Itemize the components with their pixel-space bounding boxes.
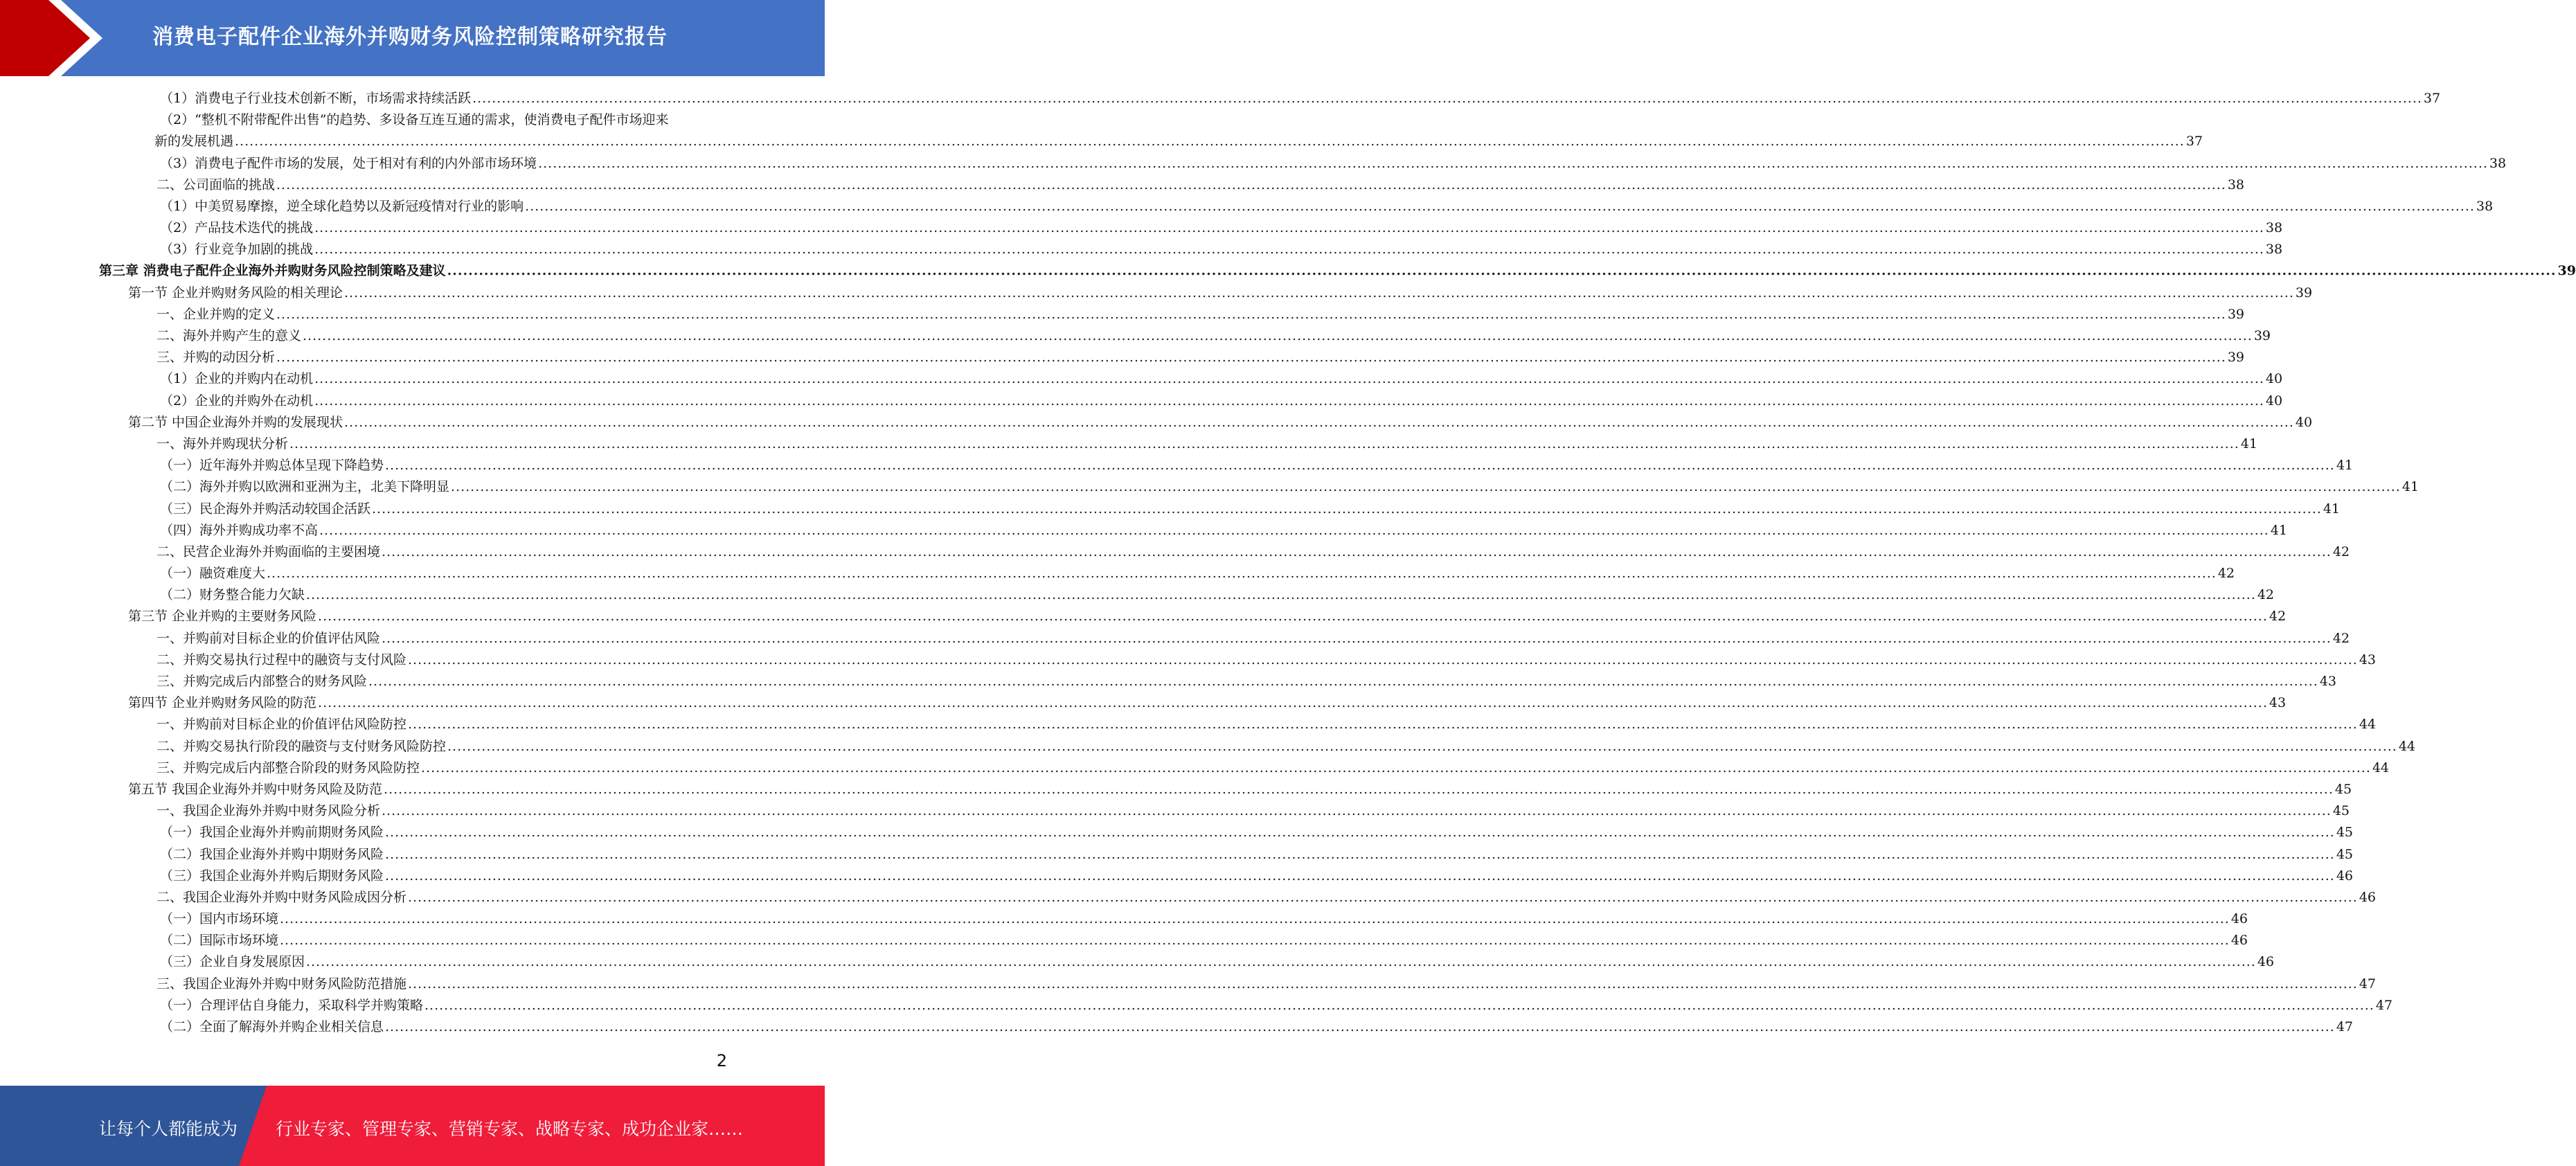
footer-slogan-right: 行业专家、管理专家、营销专家、战略专家、成功企业家…… <box>276 1119 744 1139</box>
toc-entry[interactable] <box>0 412 2313 433</box>
toc-page-number: 41 <box>2240 436 2258 451</box>
toc-entry-label: （一）国内市场环境 <box>160 911 279 927</box>
toc-entry[interactable] <box>0 628 2350 649</box>
toc-page-number: 42 <box>2217 566 2235 582</box>
toc-entry[interactable] <box>0 347 2245 368</box>
toc-leader-dots: ................................................................................................................................................................................................................................................................................................................................................................................................................ <box>318 609 2268 625</box>
toc-page-number: 44 <box>2359 717 2377 733</box>
toc-entry[interactable] <box>0 261 2576 282</box>
toc-entry[interactable] <box>0 736 2416 757</box>
toc-leader-dots: ................................................................................................................................................................................................................................................................................................................................................................................................................ <box>280 933 2230 949</box>
toc-leader-dots: ................................................................................................................................................................................................................................................................................................................................................................................................................ <box>385 458 2335 474</box>
toc-entry[interactable] <box>0 88 2441 109</box>
toc-page-number: 45 <box>2336 825 2354 841</box>
toc-entry-label: 三、并购完成后内部整合阶段的财务风险防控 <box>156 760 420 775</box>
toc-entry[interactable] <box>0 196 2494 217</box>
toc-page-number: 47 <box>2336 1019 2354 1035</box>
toc-entry-label: 二、民营企业海外并购面临的主要困境 <box>156 544 381 559</box>
toc-entry[interactable] <box>0 974 2377 995</box>
toc-page-number: 39 <box>2227 350 2245 366</box>
toc-leader-dots: ................................................................................................................................................................................................................................................................................................................................................................................................................ <box>421 760 2371 775</box>
toc-entry[interactable] <box>0 304 2245 325</box>
toc-leader-dots: ................................................................................................................................................................................................................................................................................................................................................................................................................ <box>408 976 2358 992</box>
toc-entry-label: （三）企业自身发展原因 <box>160 954 305 970</box>
toc-page-number: 39 <box>2227 306 2245 322</box>
toc-page-number: 38 <box>2476 198 2494 214</box>
toc-page-number: 42 <box>2332 630 2350 646</box>
toc-entry-label: 第一节 企业并购财务风险的相关理论 <box>128 285 343 301</box>
toc-entry-label: （四）海外并购成功率不高 <box>160 522 319 538</box>
toc-leader-dots: ................................................................................................................................................................................................................................................................................................................................................................................................................ <box>525 198 2475 214</box>
toc-entry[interactable] <box>0 433 2258 455</box>
report-title: 消费电子配件企业海外并购财务风险控制策略研究报告 <box>152 25 668 49</box>
toc-page-number: 40 <box>2295 414 2313 430</box>
toc-entry-label: （2）产品技术迭代的挑战 <box>160 220 314 236</box>
toc-page-number: 43 <box>2319 674 2337 690</box>
toc-page-number: 47 <box>2375 997 2393 1013</box>
toc-page-number: 46 <box>2359 889 2377 905</box>
toc-entry[interactable] <box>0 714 2377 735</box>
toc-entry-label: 二、公司面临的挑战 <box>156 177 276 192</box>
toc-page-number: 40 <box>2265 393 2283 409</box>
toc-entry-label: （3）消费电子配件市场的发展，处于相对有利的内外部市场环境 <box>160 155 537 171</box>
toc-page-number: 38 <box>2489 155 2507 171</box>
toc-page-number: 41 <box>2336 458 2354 474</box>
toc-page-number: 42 <box>2332 544 2350 559</box>
toc-entry-label: 一、并购前对目标企业的价值评估风险防控 <box>156 717 407 733</box>
toc-entry[interactable] <box>0 325 2271 347</box>
toc-entry-label-continued: 新的发展机遇 <box>154 134 234 150</box>
toc-entry[interactable] <box>0 282 2313 304</box>
toc-page-number: 37 <box>2185 134 2203 150</box>
toc-page-number: 44 <box>2372 760 2390 775</box>
toc-entry-label: 第三章 消费电子配件企业海外并购财务风险控制策略及建议 <box>99 263 446 279</box>
toc-entry-label: （二）我国企业海外并购中期财务风险 <box>160 846 384 862</box>
toc-page-number: 38 <box>2265 242 2283 258</box>
toc-page-number: 47 <box>2359 976 2377 992</box>
toc-page-number: 39 <box>2253 328 2271 344</box>
toc-page-number: 41 <box>2323 501 2341 517</box>
toc-entry[interactable] <box>0 952 2275 974</box>
toc-page-number: 45 <box>2336 846 2354 862</box>
toc-entry[interactable] <box>0 908 2248 930</box>
footer-slogan-left: 让每个人都能成为 <box>99 1119 238 1139</box>
toc-leader-dots: ................................................................................................................................................................................................................................................................................................................................................................................................................ <box>382 803 2332 819</box>
toc-entry-label: 三、并购完成后内部整合的财务风险 <box>156 674 368 690</box>
toc-entry-label: （三）民企海外并购活动较国企活跃 <box>160 501 371 517</box>
toc-leader-dots: ................................................................................................................................................................................................................................................................................................................................................................................................................ <box>368 674 2318 690</box>
toc-entry-label: （一）合理评估自身能力，采取科学并购策略 <box>160 997 424 1013</box>
toc-page-number: 46 <box>2230 911 2248 927</box>
toc-leader-dots: ................................................................................................................................................................................................................................................................................................................................................................................................................ <box>385 825 2335 841</box>
toc-entry[interactable] <box>0 865 2354 887</box>
toc-entry[interactable] <box>0 217 2283 239</box>
toc-entry[interactable] <box>0 800 2350 822</box>
toc-leader-dots: ................................................................................................................................................................................................................................................................................................................................................................................................................ <box>267 566 2217 582</box>
toc-page-number: 38 <box>2265 220 2283 236</box>
toc-entry[interactable] <box>0 368 2283 390</box>
toc-leader-dots: ................................................................................................................................................................................................................................................................................................................................................................................................................ <box>276 306 2226 322</box>
toc-entry[interactable] <box>0 649 2377 671</box>
toc-entry[interactable] <box>0 692 2287 714</box>
toc-page-number: 46 <box>2230 933 2248 949</box>
toc-page-number: 41 <box>2270 522 2288 538</box>
toc-entry[interactable] <box>0 499 2341 520</box>
toc-leader-dots: ................................................................................................................................................................................................................................................................................................................................................................................................................ <box>447 263 2557 279</box>
toc-page-number: 41 <box>2401 479 2420 495</box>
toc-entry-label: 第四节 企业并购财务风险的防范 <box>128 695 317 711</box>
toc-leader-dots: ................................................................................................................................................................................................................................................................................................................................................................................................................ <box>303 328 2253 344</box>
toc-leader-dots: ................................................................................................................................................................................................................................................................................................................................................................................................................ <box>280 911 2230 927</box>
toc-entry[interactable] <box>0 671 2337 692</box>
toc-entry[interactable] <box>0 607 2287 628</box>
toc-page-number: 44 <box>2398 738 2416 754</box>
toc-page-number: 39 <box>2557 263 2576 279</box>
toc-entry-label: （1）消费电子行业技术创新不断，市场需求持续活跃 <box>160 90 472 106</box>
toc-entry-label: 三、我国企业海外并购中财务风险防范措施 <box>156 976 407 992</box>
toc-leader-dots: ................................................................................................................................................................................................................................................................................................................................................................................................................ <box>538 155 2488 171</box>
toc-leader-dots: ................................................................................................................................................................................................................................................................................................................................................................................................................ <box>344 414 2294 430</box>
toc-leader-dots: ................................................................................................................................................................................................................................................................................................................................................................................................................ <box>384 781 2334 797</box>
toc-leader-dots: ................................................................................................................................................................................................................................................................................................................................................................................................................ <box>408 652 2358 667</box>
toc-entry-label: （一）近年海外并购总体呈现下降趋势 <box>160 458 384 474</box>
toc-leader-dots: ................................................................................................................................................................................................................................................................................................................................................................................................................ <box>424 997 2374 1013</box>
toc-entry-label: 第二节 中国企业海外并购的发展现状 <box>128 414 343 430</box>
toc-entry-label: （二）财务整合能力欠缺 <box>160 587 305 603</box>
toc-leader-dots: ................................................................................................................................................................................................................................................................................................................................................................................................................ <box>344 285 2294 301</box>
toc-leader-dots: ................................................................................................................................................................................................................................................................................................................................................................................................................ <box>318 695 2268 711</box>
toc-entry-label: （2）企业的并购外在动机 <box>160 393 314 409</box>
toc-page-number: 38 <box>2227 177 2245 192</box>
toc-entry[interactable] <box>0 391 2283 412</box>
toc-page-number: 46 <box>2336 868 2354 884</box>
toc-leader-dots: ................................................................................................................................................................................................................................................................................................................................................................................................................ <box>372 501 2322 517</box>
toc-entry-label: （3）行业竞争加剧的挑战 <box>160 242 314 258</box>
toc-entry-label: 二、海外并购产生的意义 <box>156 328 302 344</box>
toc-page-number: 39 <box>2295 285 2313 301</box>
toc-entry[interactable] <box>0 757 2390 779</box>
toc-leader-dots: ................................................................................................................................................................................................................................................................................................................................................................................................................ <box>314 220 2264 236</box>
toc-leader-dots: ................................................................................................................................................................................................................................................................................................................................................................................................................ <box>314 371 2264 387</box>
toc-entry-label: （1）中美贸易摩擦，逆全球化趋势以及新冠疫情对行业的影响 <box>160 198 524 214</box>
toc-leader-dots: ................................................................................................................................................................................................................................................................................................................................................................................................................ <box>385 868 2335 884</box>
toc-page-number: 37 <box>2423 90 2441 106</box>
table-of-contents <box>0 88 2576 1038</box>
toc-leader-dots: ................................................................................................................................................................................................................................................................................................................................................................................................................ <box>408 717 2358 733</box>
toc-entry-label: （一）融资难度大 <box>160 566 266 582</box>
toc-page-number: 42 <box>2257 587 2275 603</box>
toc-entry-label: （1）企业的并购内在动机 <box>160 371 314 387</box>
toc-leader-dots: ................................................................................................................................................................................................................................................................................................................................................................................................................ <box>319 522 2269 538</box>
toc-leader-dots: ................................................................................................................................................................................................................................................................................................................................................................................................................ <box>235 134 2185 150</box>
toc-entry-label: 二、并购交易执行阶段的融资与支付财务风险防控 <box>156 738 447 754</box>
toc-entry[interactable] <box>0 563 2235 584</box>
toc-entry-label: 一、我国企业海外并购中财务风险分析 <box>156 803 381 819</box>
toc-entry[interactable] <box>0 174 2245 196</box>
toc-leader-dots: ................................................................................................................................................................................................................................................................................................................................................................................................................ <box>306 587 2256 603</box>
toc-entry-label: 一、企业并购的定义 <box>156 306 276 322</box>
toc-entry-label: 一、海外并购现状分析 <box>156 436 289 451</box>
toc-entry[interactable] <box>0 779 2352 800</box>
toc-leader-dots: ................................................................................................................................................................................................................................................................................................................................................................................................................ <box>472 90 2422 106</box>
toc-entry-label: （二）国际市场环境 <box>160 933 279 949</box>
toc-leader-dots: ................................................................................................................................................................................................................................................................................................................................................................................................................ <box>289 436 2239 451</box>
toc-leader-dots: ................................................................................................................................................................................................................................................................................................................................................................................................................ <box>385 1019 2335 1035</box>
toc-page-number: 40 <box>2265 371 2283 387</box>
toc-entry[interactable] <box>0 822 2354 843</box>
toc-entry[interactable] <box>0 476 2420 498</box>
toc-entry-label: 第三节 企业并购的主要财务风险 <box>128 609 317 625</box>
toc-leader-dots: ................................................................................................................................................................................................................................................................................................................................................................................................................ <box>385 846 2335 862</box>
toc-entry[interactable] <box>0 541 2350 563</box>
toc-entry[interactable] <box>0 887 2377 908</box>
toc-entry[interactable] <box>0 455 2354 476</box>
toc-entry-label: 三、并购的动因分析 <box>156 350 276 366</box>
page-number: 2 <box>716 1051 727 1070</box>
toc-entry-label: （二）海外并购以欧洲和亚洲为主，北美下降明显 <box>160 479 450 495</box>
toc-leader-dots: ................................................................................................................................................................................................................................................................................................................................................................................................................ <box>382 544 2332 559</box>
page-header <box>0 0 825 76</box>
toc-entry-label: （2）“整机不附带配件出售”的趋势、多设备互连互通的需求，使消费电子配件市场迎来 <box>160 112 669 128</box>
toc-leader-dots: ................................................................................................................................................................................................................................................................................................................................................................................................................ <box>451 479 2401 495</box>
toc-leader-dots: ................................................................................................................................................................................................................................................................................................................................................................................................................ <box>276 350 2226 366</box>
toc-leader-dots: ................................................................................................................................................................................................................................................................................................................................................................................................................ <box>314 242 2264 258</box>
toc-entry-label: 一、并购前对目标企业的价值评估风险 <box>156 630 381 646</box>
toc-page-number: 42 <box>2269 609 2287 625</box>
toc-leader-dots: ................................................................................................................................................................................................................................................................................................................................................................................................................ <box>447 738 2397 754</box>
toc-entry-label: （三）我国企业海外并购后期财务风险 <box>160 868 384 884</box>
toc-entry[interactable] <box>0 520 2288 541</box>
toc-entry[interactable] <box>0 995 2393 1016</box>
toc-page-number: 46 <box>2257 954 2275 970</box>
toc-page-number: 45 <box>2332 803 2350 819</box>
toc-leader-dots: ................................................................................................................................................................................................................................................................................................................................................................................................................ <box>276 177 2226 192</box>
toc-entry-label: （二）全面了解海外并购企业相关信息 <box>160 1019 384 1035</box>
toc-leader-dots: ................................................................................................................................................................................................................................................................................................................................................................................................................ <box>408 889 2358 905</box>
toc-entry-label: 第五节 我国企业海外并购中财务风险及防范 <box>128 781 383 797</box>
toc-entry[interactable] <box>0 239 2283 260</box>
toc-leader-dots: ................................................................................................................................................................................................................................................................................................................................................................................................................ <box>314 393 2264 409</box>
toc-entry[interactable] <box>0 584 2275 606</box>
toc-leader-dots: ................................................................................................................................................................................................................................................................................................................................................................................................................ <box>306 954 2256 970</box>
toc-entry[interactable] <box>0 930 2248 951</box>
toc-entry-label: 二、并购交易执行过程中的融资与支付风险 <box>156 652 407 667</box>
toc-entry-label: 二、我国企业海外并购中财务风险成因分析 <box>156 889 407 905</box>
toc-entry[interactable] <box>0 844 2354 865</box>
toc-page-number: 43 <box>2359 652 2377 667</box>
toc-page-number: 43 <box>2269 695 2287 711</box>
toc-entry-label: （一）我国企业海外并购前期财务风险 <box>160 825 384 841</box>
page-footer <box>0 1086 825 1166</box>
toc-entry[interactable] <box>0 1016 2354 1038</box>
toc-page-number: 45 <box>2334 781 2352 797</box>
toc-entry[interactable] <box>0 153 2507 174</box>
toc-entry[interactable] <box>0 109 2203 152</box>
toc-leader-dots: ................................................................................................................................................................................................................................................................................................................................................................................................................ <box>382 630 2332 646</box>
